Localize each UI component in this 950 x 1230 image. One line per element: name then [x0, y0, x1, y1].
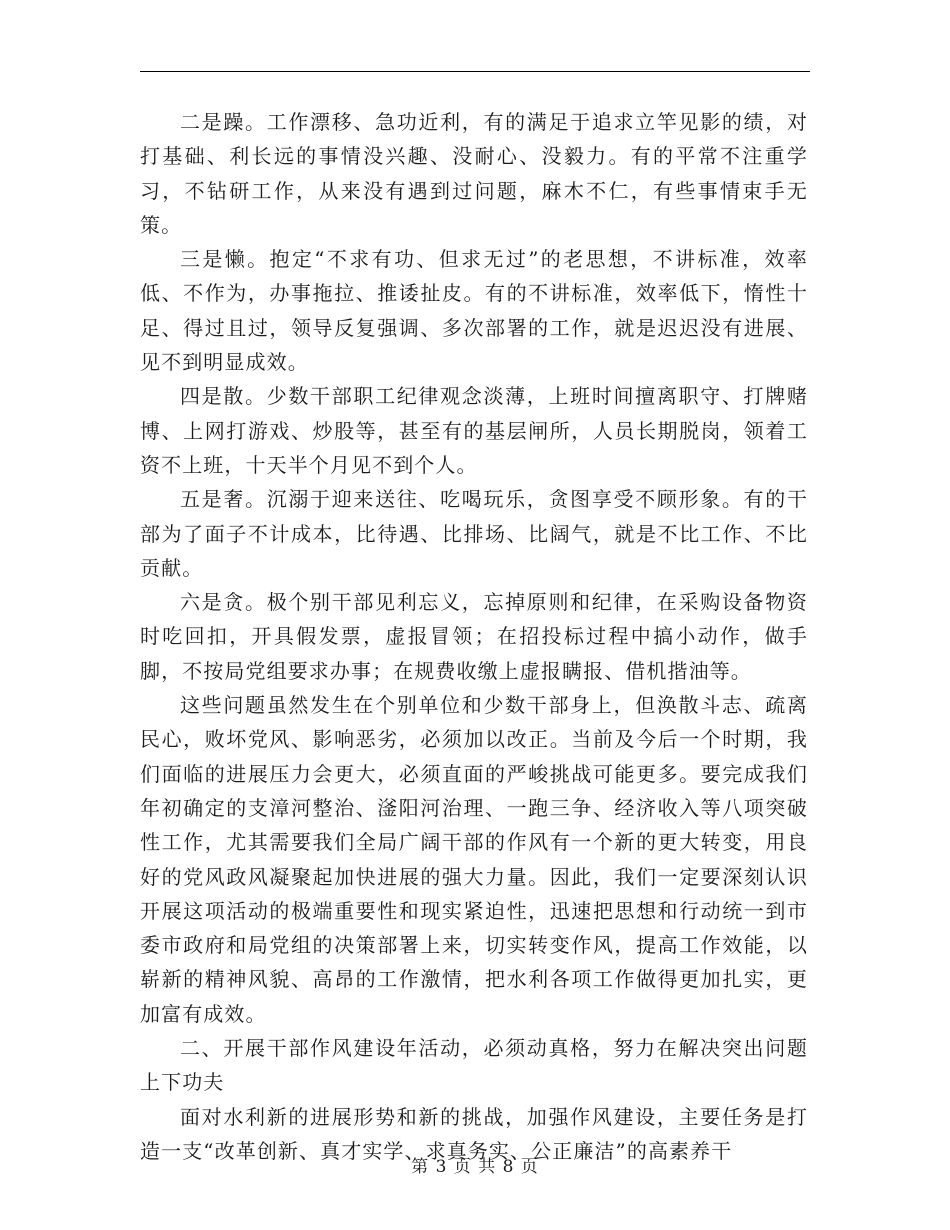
paragraph-main-task: 面对水利新的进展形势和新的挑战，加强作风建设，主要任务是打造一支“改革创新、真才实学、求真务实、公正廉洁”的高素养干 — [140, 1104, 808, 1163]
footer-prefix: 第 — [411, 1157, 430, 1177]
paragraph-tan: 六是贪。极个别干部见利忘义，忘掉原则和纪律，在采购设备物资时吃回扣，开具假发票，虚报冒领；在招投标过程中搞小动作，做手脚，不按局党组要求办事；在规费收缴上虚报瞒报、借机揩油等。 — [140, 590, 808, 683]
document-body — [140, 105, 808, 1168]
footer-current-page: 3 — [435, 1157, 448, 1177]
section-heading-2: 二、开展干部作风建设年活动，必须动真格，努力在解决突出问题上下功夫 — [140, 1036, 808, 1095]
header-rule — [140, 71, 810, 72]
paragraph-she: 五是奢。沉溺于迎来送往、吃喝玩乐，贪图享受不顾形象。有的干部为了面子不计成本，比待遇、比排场、比阔气，就是不比工作、不比贡献。 — [140, 487, 808, 580]
page-footer — [0, 1152, 950, 1177]
footer-middle: 页 共 — [453, 1157, 497, 1177]
paragraph-zao: 二是躁。工作漂移、急功近利，有的满足于追求立竿见影的绩，对打基础、利长远的事情没兴趣、没耐心、没毅力。有的平常不注重学习，不钻研工作，从来没有遇到过问题，麻木不仁，有些事情束手无策。 — [140, 110, 808, 237]
footer-suffix: 页 — [520, 1157, 539, 1177]
paragraph-problems-summary: 这些问题虽然发生在个别单位和少数干部身上，但涣散斗志、疏离民心，败坏党风、影响恶劣，必须加以改正。当前及今后一个时期，我们面临的进展压力会更大，必须直面的严峻挑战可能更多。要完成我们年初确定的支漳河整治、滏阳河治理、一跑三争、经济收入等八项突破性工作，尤其需要我们全局广阔干部的作风有一个新的更大转变，用良好的党风政风凝聚起加快进展的强大力量。因此，我们一定要深刻认识开展这项活动的极端重要性和现实紧迫性，迅速把思想和行动统一到市委市政府和局党组的决策部署上来，切实转变作风，提高工作效能，以崭新的精神风貌、高昂的工作激情，把水利各项工作做得更加扎实，更加富有成效。 — [140, 693, 808, 1026]
footer-total-pages: 8 — [502, 1157, 515, 1177]
paragraph-san: 四是散。少数干部职工纪律观念淡薄，上班时间擅离职守、打牌赌博、上网打游戏、炒股等，甚至有的基层闸所，人员长期脱岗，领着工资不上班，十天半个月见不到个人。 — [140, 384, 808, 477]
paragraph-lan: 三是懒。抱定“不求有功、但求无过”的老思想，不讲标准，效率低、不作为，办事拖拉、推诿扯皮。有的不讲标准，效率低下，惰性十足、得过且过，领导反复强调、多次部署的工作，就是迟迟没有进展、见不到明显成效。 — [140, 247, 808, 375]
